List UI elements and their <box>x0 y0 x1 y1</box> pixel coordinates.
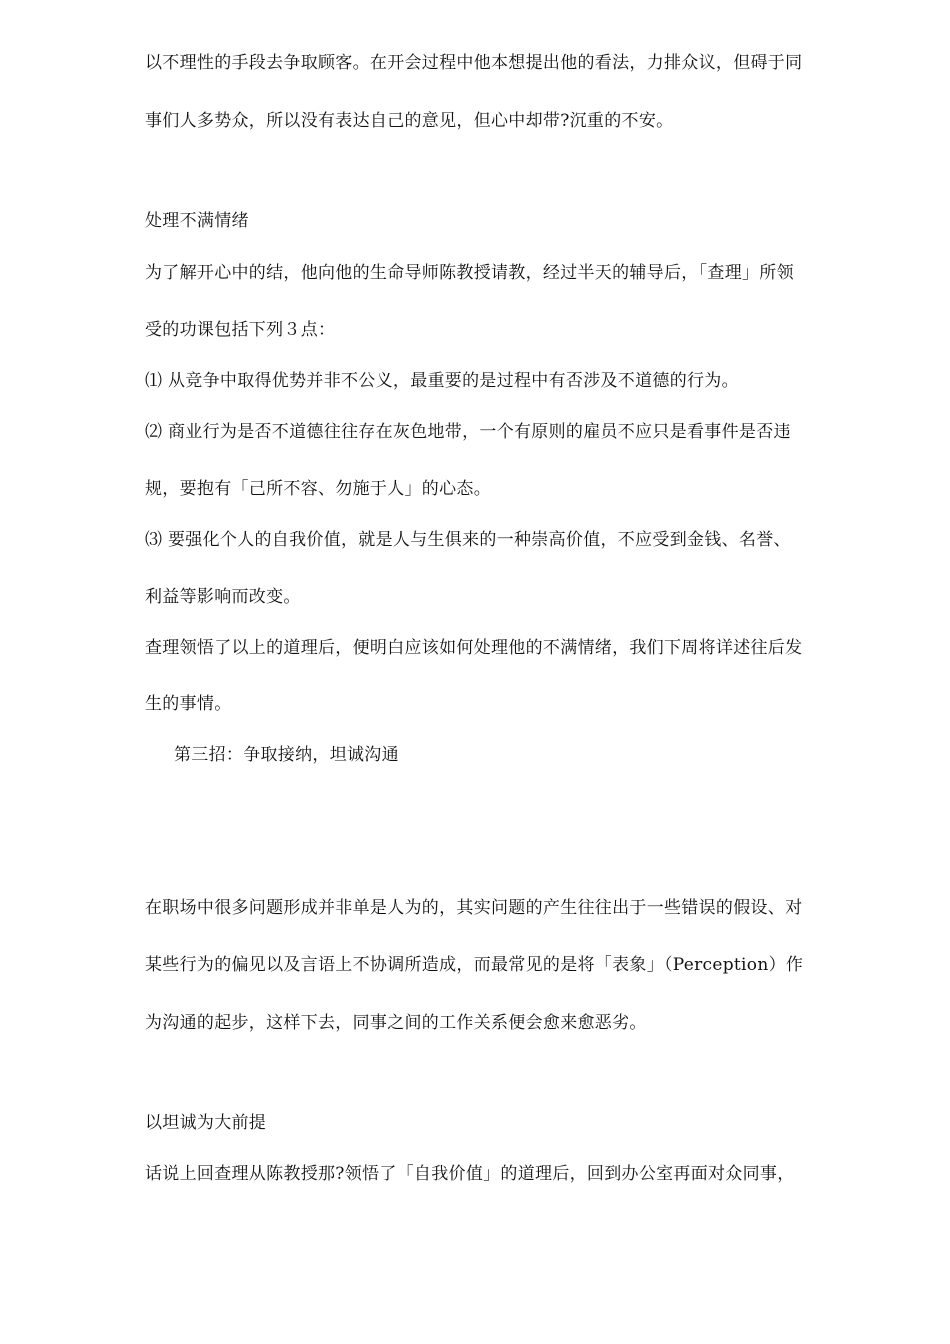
section-heading: 第三招：争取接纳，坦诚沟通 <box>174 745 399 765</box>
paragraph-line: 以不理性的手段去争取顾客。在开会过程中他本想提出他的看法，力排众议，但碍于同 <box>145 53 803 73</box>
list-item: ⑶ 要强化个人的自我价值，就是人与生俱来的一种崇高价值，不应受到金钱、名誉、 <box>145 530 791 550</box>
section-heading: 以坦诚为大前提 <box>145 1113 267 1133</box>
paragraph-line: 话说上回查理从陈教授那?领悟了「自我价值」的道理后，回到办公室再面对众同事， <box>145 1164 795 1184</box>
paragraph-line: 事们人多势众，所以没有表达自己的意见，但心中却带?沉重的不安。 <box>145 111 674 131</box>
list-item: ⑴ 从竞争中取得优势并非不公义，最重要的是过程中有否涉及不道德的行为。 <box>145 371 739 391</box>
paragraph-line: 查理领悟了以上的道理后，便明白应该如何处理他的不满情绪，我们下周将详述往后发 <box>145 638 803 658</box>
list-item: ⑵ 商业行为是否不道德往往存在灰色地带，一个有原则的雇员不应只是看事件是否违 <box>145 422 791 442</box>
paragraph-line: 某些行为的偏见以及言语上不协调所造成，而最常见的是将「表象」（Perception）作 <box>145 955 804 975</box>
list-item-continuation: 规，要抱有「己所不容、勿施于人」的心态。 <box>145 479 491 499</box>
paragraph-line: 为了解开心中的结，他向他的生命导师陈教授请教，经过半天的辅导后，「查理」所领 <box>145 263 794 283</box>
paragraph-line: 在职场中很多问题形成并非单是人为的，其实问题的产生往往出于一些错误的假设、对 <box>145 898 803 918</box>
list-item-continuation: 利益等影响而改变。 <box>145 587 301 607</box>
section-heading: 处理不满情绪 <box>145 211 249 231</box>
paragraph-line: 受的功课包括下列３点： <box>145 320 336 340</box>
paragraph-line: 为沟通的起步，这样下去，同事之间的工作关系便会愈来愈恶劣。 <box>145 1013 647 1033</box>
paragraph-line: 生的事情。 <box>145 694 232 714</box>
